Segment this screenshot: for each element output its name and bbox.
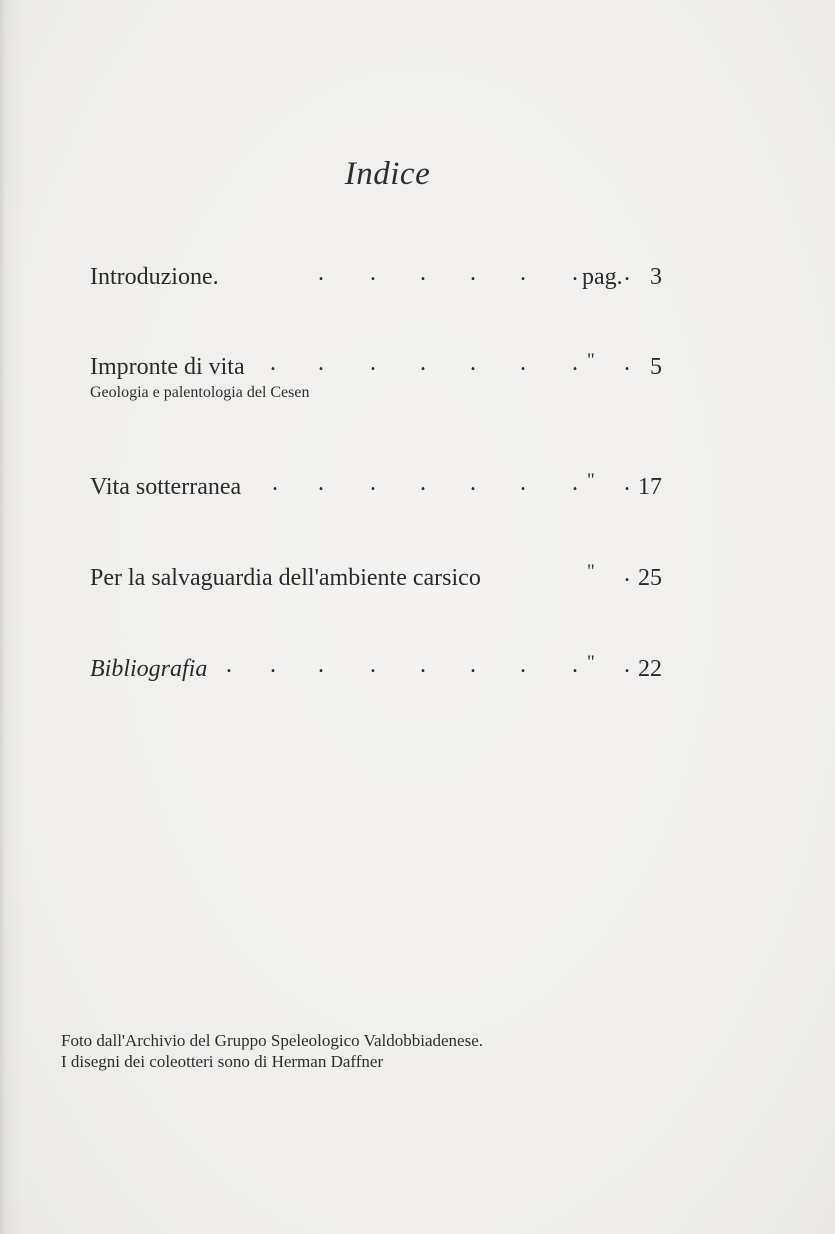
credits-line-photos: Foto dall'Archivio del Gruppo Speleologico Valdobbiadenese. — [61, 1031, 484, 1050]
leader-dot: . — [420, 350, 426, 376]
leader-dot: . — [318, 470, 324, 496]
toc-row — [90, 472, 662, 502]
photo-credits — [61, 1030, 483, 1072]
leader-dot: . — [318, 260, 324, 286]
toc-row — [90, 654, 662, 684]
toc-entry-bibliografia — [90, 654, 662, 684]
dot-leader — [226, 650, 636, 680]
toc-entry-salvaguardia — [90, 563, 662, 593]
leader-dot: . — [226, 652, 232, 678]
leader-dot: . — [470, 470, 476, 496]
toc-entry-introduzione — [90, 262, 662, 292]
leader-dot: . — [420, 260, 426, 286]
dot-leader — [262, 348, 636, 378]
toc-entry-page-number: 22 — [638, 656, 662, 682]
dot-leader — [262, 559, 636, 589]
leader-dot: . — [270, 652, 276, 678]
leader-dot: . — [520, 470, 526, 496]
leader-dot: . — [370, 260, 376, 286]
dot-leader — [262, 468, 636, 498]
toc-entry-vita-sotterranea — [90, 472, 662, 502]
leader-dot: . — [624, 350, 630, 376]
leader-dot: . — [318, 652, 324, 678]
leader-dot: . — [520, 350, 526, 376]
leader-dot: . — [272, 470, 278, 496]
leader-dot: . — [572, 470, 578, 496]
leader-dot: . — [572, 260, 578, 286]
leader-dot: . — [572, 652, 578, 678]
toc-entry-subtitle: Geologia e palentologia del Cesen — [90, 384, 310, 401]
leader-dot: . — [370, 652, 376, 678]
toc-entry-label: Per la salvaguardia dell'ambiente carsico — [90, 565, 481, 591]
toc-entry-impronte-di-vita — [90, 350, 662, 401]
page-prefix: pag. — [582, 264, 623, 290]
toc-entry-page-number: 17 — [638, 474, 662, 500]
toc-row — [90, 262, 662, 292]
page-title: Indice — [344, 156, 431, 192]
leader-dot: . — [624, 561, 630, 587]
credits-line-drawings: I disegni dei coleotteri sono di Herman Daffner — [61, 1052, 384, 1071]
toc-entry-page-number: 25 — [638, 565, 662, 591]
toc-entry-page-number: 5 — [650, 354, 662, 380]
toc-row — [90, 563, 662, 593]
ditto-mark: " — [587, 652, 595, 673]
leader-dot: . — [572, 350, 578, 376]
leader-dot: . — [270, 350, 276, 376]
leader-dot: . — [420, 652, 426, 678]
leader-dot: . — [520, 652, 526, 678]
dot-leader — [262, 258, 636, 288]
leader-dot: . — [624, 260, 630, 286]
leader-dot: . — [624, 652, 630, 678]
leader-dot: . — [318, 350, 324, 376]
toc-entry-label: Impronte di vita — [90, 354, 245, 380]
toc-entry-page-number: 3 — [650, 264, 662, 290]
leader-dot: . — [624, 470, 630, 496]
leader-dot: . — [520, 260, 526, 286]
leader-dot: . — [470, 260, 476, 286]
leader-dot: . — [470, 350, 476, 376]
ditto-mark: " — [587, 350, 595, 371]
leader-dot: . — [420, 470, 426, 496]
leader-dot: . — [470, 652, 476, 678]
toc-entry-label: Bibliografia — [90, 656, 208, 682]
ditto-mark: " — [587, 470, 595, 491]
leader-dot: . — [370, 350, 376, 376]
ditto-mark: " — [587, 561, 595, 582]
toc-row — [90, 352, 662, 382]
toc-entry-label: Introduzione. — [90, 264, 219, 290]
leader-dot: . — [370, 470, 376, 496]
toc-entry-label: Vita sotterranea — [90, 474, 242, 500]
